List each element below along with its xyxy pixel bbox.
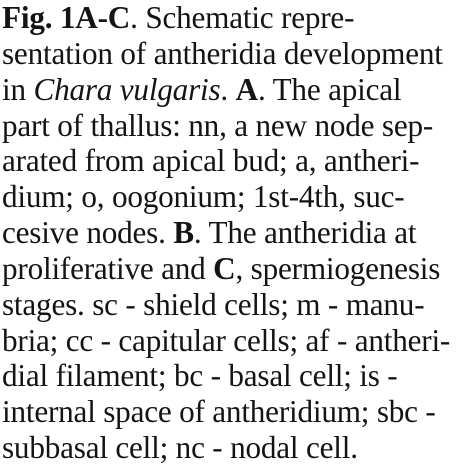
caption-line-12 — [2, 394, 472, 430]
caption-line-3 — [2, 72, 472, 108]
caption-text: dium; o, oogonium; 1st-4th, suc- — [2, 179, 405, 215]
caption-text: stages. sc - shield cells; m - manu- — [2, 286, 425, 322]
caption-line-6 — [2, 179, 472, 215]
panel-label-c: C — [213, 250, 236, 286]
caption-text: bria; cc - capitular cells; af - antheri- — [2, 322, 451, 358]
caption-line-10 — [2, 323, 472, 359]
caption-line-7 — [2, 215, 472, 251]
caption-text: . The antheridia at — [193, 215, 417, 251]
caption-text: arated from apical bud; a, antheri- — [2, 143, 420, 179]
caption-line-5 — [2, 143, 472, 179]
caption-text: , spermiogenesis — [235, 250, 441, 286]
caption-line-4 — [2, 108, 472, 144]
caption-line-9 — [2, 287, 472, 323]
caption-line-2 — [2, 36, 472, 72]
figure-caption — [2, 0, 472, 466]
caption-line-13 — [2, 430, 472, 466]
caption-text: internal space of antheridium; sbc - — [2, 394, 436, 430]
caption-line-1 — [2, 0, 472, 36]
caption-text: . — [220, 71, 236, 107]
caption-text: sentation of antheridia development — [2, 35, 443, 71]
caption-text: in — [2, 71, 34, 107]
caption-text: subbasal cell; nc - nodal cell. — [2, 430, 358, 466]
caption-text: cesive nodes. — [2, 215, 174, 251]
caption-text: . Schematic repre- — [130, 0, 355, 35]
caption-text: proliferative and — [2, 250, 214, 286]
caption-text: part of thallus: nn, a new node sep- — [2, 107, 434, 143]
figure-label: Fig. 1A-C — [2, 0, 131, 35]
caption-line-11 — [2, 358, 472, 394]
caption-line-8 — [2, 251, 472, 287]
panel-label-b: B — [173, 215, 194, 251]
panel-label-a: A — [235, 71, 258, 107]
species-name: Chara vulgaris — [33, 71, 221, 107]
caption-text: . The apical — [257, 71, 402, 107]
caption-text: dial filament; bc - basal cell; is - — [2, 358, 398, 394]
